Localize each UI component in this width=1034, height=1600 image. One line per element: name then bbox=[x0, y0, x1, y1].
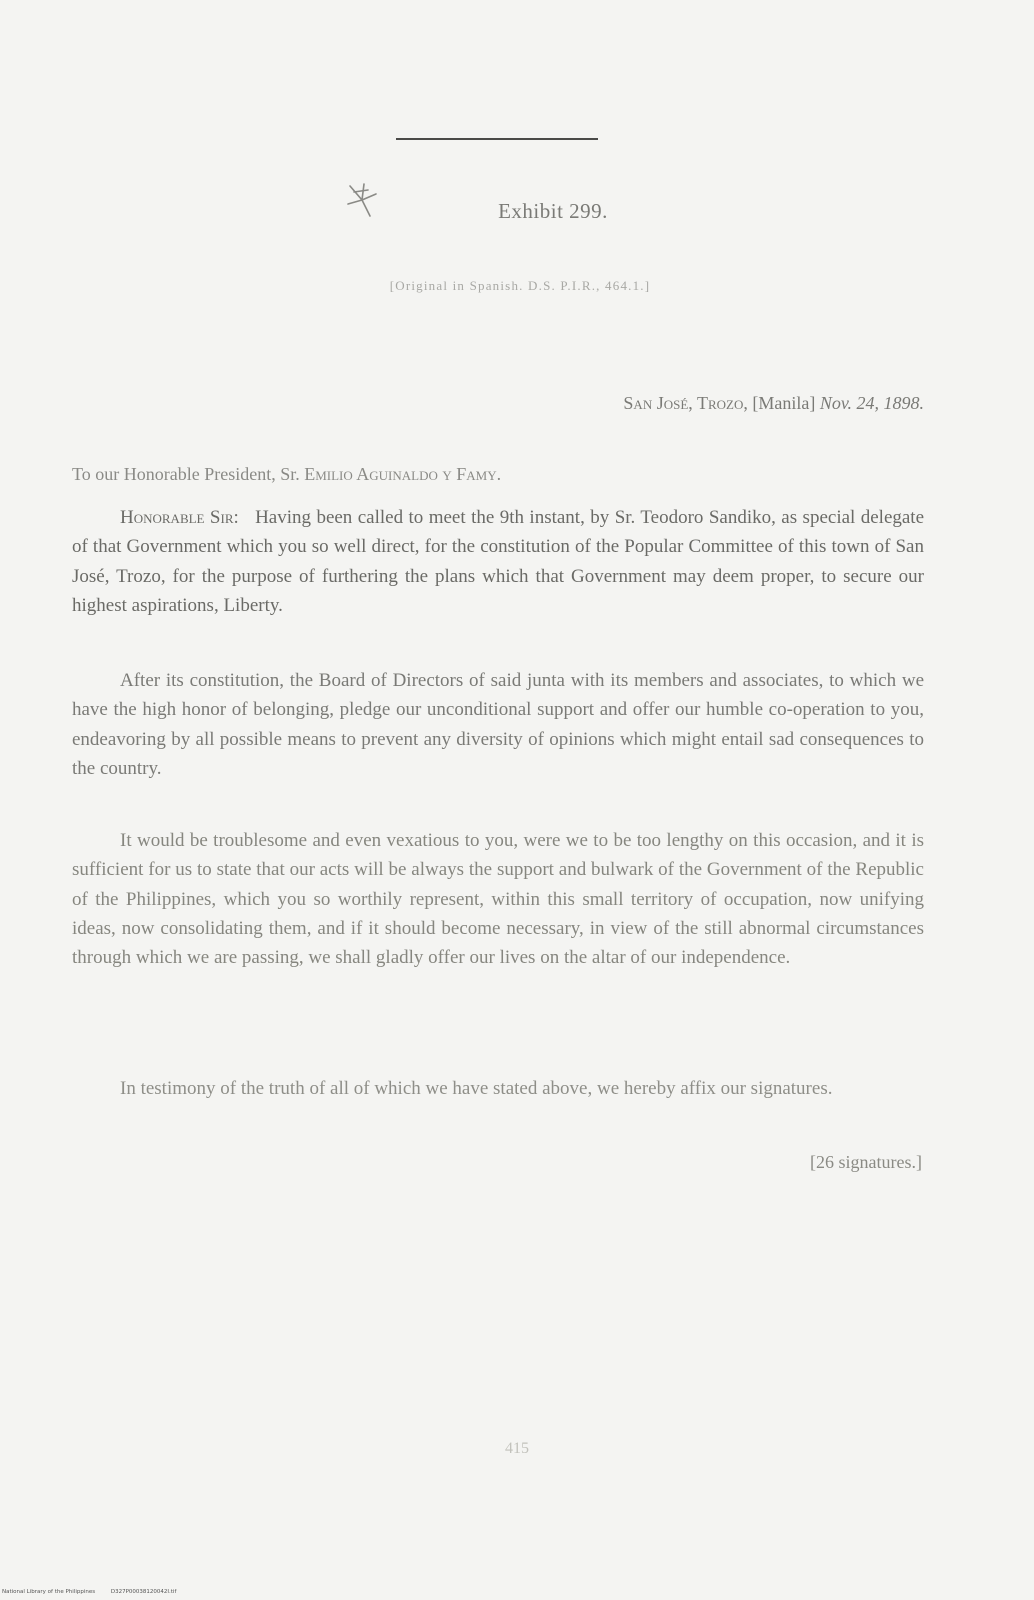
dateline bbox=[623, 393, 924, 414]
footer-library: National Library of the Philippines bbox=[2, 1589, 96, 1595]
dateline-bracket: [Manila] bbox=[752, 393, 816, 413]
letter-paragraph-4: In testimony of the truth of all of which we have stated above, we hereby affix our signatures. bbox=[120, 1078, 833, 1099]
letter-paragraph-1 bbox=[72, 503, 924, 620]
address-name: Emilio Aguinaldo y Famy. bbox=[304, 464, 502, 484]
salutation: Honorable Sir: bbox=[120, 507, 239, 528]
footer-file-id: D327P00038120042I.tif bbox=[110, 1589, 177, 1595]
paragraph-1-text: Having been called to meet the 9th instant, by Sr. Teodoro Sandiko, as special delegate of that Government which you so well direct, for the constitution of the Popular Committee of this town of San José, Trozo, for the purpose of furthering the plans which that Government may deem proper, to secure our highest aspirations, Liberty. bbox=[72, 507, 925, 616]
letter-address bbox=[72, 464, 501, 485]
exhibit-title: Exhibit 299. bbox=[498, 199, 608, 223]
letter-paragraph-2: After its constitution, the Board of Directors of said junta with its members and associates, to which we have the high honor of belonging, pledge our unconditional support and offer our humble co-operation to you, endeavoring by all possible means to prevent any diversity of opinions which might entail sad consequences to the country. bbox=[72, 670, 924, 779]
original-note: [Original in Spanish. D.S. P.I.R., 464.1.] bbox=[389, 278, 651, 293]
dateline-place: San José, Trozo, bbox=[623, 393, 748, 413]
scan-footer bbox=[2, 1589, 190, 1595]
page-number: 415 bbox=[505, 1440, 529, 1457]
dateline-date: Nov. 24, 1898. bbox=[819, 393, 924, 413]
signatures-note: [26 signatures.] bbox=[810, 1152, 922, 1172]
letter-paragraph-3: It would be troublesome and even vexatious to you, were we to be too lengthy on this occasion, and it is sufficient for us to state that our acts will be always the support and bulwark of the Government of the Republic of the Philippines, which you so worthily represent, within this small territory of occupation, now unifying ideas, now consolidating them, and if it should become necessary, in view of the still abnormal circumstances through which we are passing, we shall gladly offer our lives on the altar of our independence. bbox=[72, 830, 924, 969]
title-rule bbox=[396, 138, 598, 140]
address-prefix: To our Honorable President, Sr. bbox=[72, 464, 300, 484]
